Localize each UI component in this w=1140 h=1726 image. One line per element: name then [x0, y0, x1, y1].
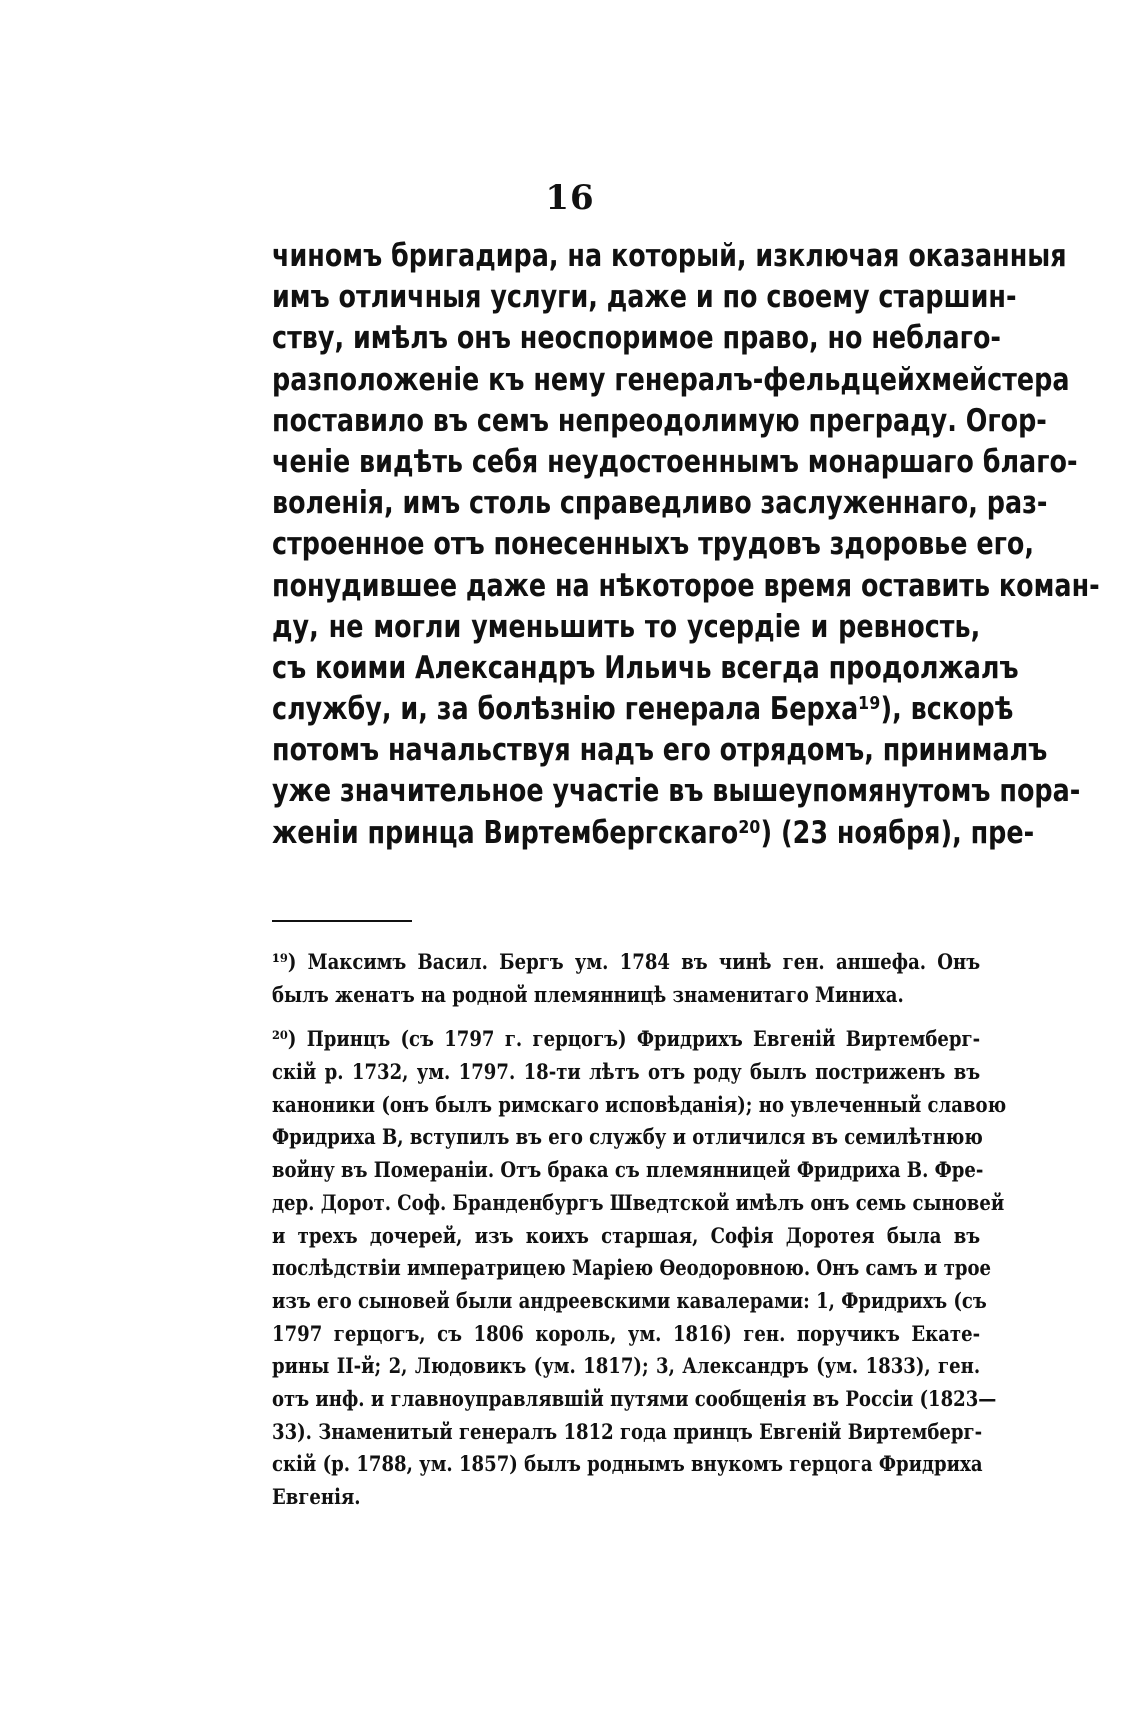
footnote-line: и трехъ дочерей, изъ коихъ старшая, Софія Доротея была въ [272, 1222, 981, 1248]
footnote-line: ¹⁹) Максимъ Васил. Бергъ ум. 1784 въ чинѣ ген. аншефа. Онъ [272, 949, 981, 974]
footnote-line: отъ инф. и главноуправлявшій путями сообщенія въ Россіи (1823— [272, 1385, 997, 1411]
footnote-line: былъ женатъ на родной племянницѣ знаменитаго Миниха. [272, 981, 904, 1007]
footnote-line: Евгенія. [272, 1484, 361, 1509]
main-text-line: съ коими Александръ Ильичь всегда продолжалъ [272, 649, 1019, 686]
main-text-block [272, 236, 1100, 854]
main-text-line: понудившее даже на нѣкоторое время оставить коман- [272, 567, 1100, 604]
footnote-19 [272, 946, 980, 1011]
footnote-line: послѣдствіи императрицею Маріею Ѳеодоровною. Онъ самъ и трое [272, 1255, 992, 1281]
footnote-line: ²⁰) Принцъ (съ 1797 г. герцогъ) Фридрихъ Евгеній Виртемберг- [272, 1026, 981, 1052]
main-text-line: строенное отъ понесенныхъ трудовъ здоровье его, [272, 526, 1034, 563]
main-text-line: ченіе видѣть себя неудостоеннымъ монаршаго благо- [272, 443, 1078, 480]
footnote-line: Фридриха В, вступилъ въ его службу и отличился въ семилѣтнюю [272, 1124, 983, 1150]
footnote-line: скій р. 1732, ум. 1797. 18-ти лѣтъ отъ роду былъ постриженъ въ [272, 1059, 981, 1085]
footnote-line: рины II-й; 2, Людовикъ (ум. 1817); 3, Александръ (ум. 1833), ген. [272, 1353, 981, 1379]
main-text-line: чиномъ бригадира, на который, изключая оказанныя [272, 238, 1067, 274]
footnotes-block [272, 946, 1007, 1526]
main-text-line: ству, имѣлъ онъ неоспоримое право, но неблаго- [272, 320, 1001, 357]
footnote-line: скій (р. 1788, ум. 1857) былъ роднымъ внукомъ герцога Фридриха [272, 1451, 983, 1477]
main-text-line: воленія, имъ столь справедливо заслуженнаго, раз- [272, 485, 1048, 522]
main-text-line: имъ отличныя услуги, даже и по своему старшин- [272, 279, 1017, 316]
main-text-line: ду, не могли уменьшить то усердіе и ревность, [272, 608, 981, 645]
footnote-20 [272, 1023, 1007, 1513]
footnote-line: войну въ Помераніи. Отъ брака съ племянницей Фридриха В. Фре- [272, 1157, 984, 1183]
main-text-line: поставило въ семъ непреодолимую преграду. Огор- [272, 402, 1047, 439]
page-number: 16 [545, 178, 595, 218]
footnote-line: дер. Дорот. Соф. Бранденбургъ Шведтской имѣлъ онъ семь сыновей [272, 1189, 1005, 1215]
footnote-line: 33). Знаменитый генералъ 1812 года принцъ Евгеній Виртемберг- [272, 1418, 983, 1444]
footnote-line: 1797 герцогъ, съ 1806 король, ум. 1816) ген. поручикъ Екате- [272, 1320, 981, 1346]
footnote-divider [272, 920, 412, 922]
main-text-line: потомъ начальствуя надъ его отрядомъ, принималъ [272, 732, 1048, 769]
footnote-line: изъ его сыновей были андреевскими кавалерами: 1, Фридрихъ (съ [272, 1287, 987, 1313]
footnote-line: каноники (онъ былъ римскаго исповѣданія); но увлеченный славою [272, 1091, 1007, 1117]
main-text-line: разположеніе къ нему генералъ-фельдцейхмейстера [272, 361, 1070, 398]
main-text-line: женіи принца Виртембергскаго²⁰) (23 ноября), пре- [272, 814, 1035, 851]
main-text-line: службу, и, за болѣзнію генерала Берха¹⁹), вскорѣ [272, 691, 1014, 728]
main-text-line: уже значительное участіе въ вышеупомянутомъ пора- [272, 773, 1081, 810]
